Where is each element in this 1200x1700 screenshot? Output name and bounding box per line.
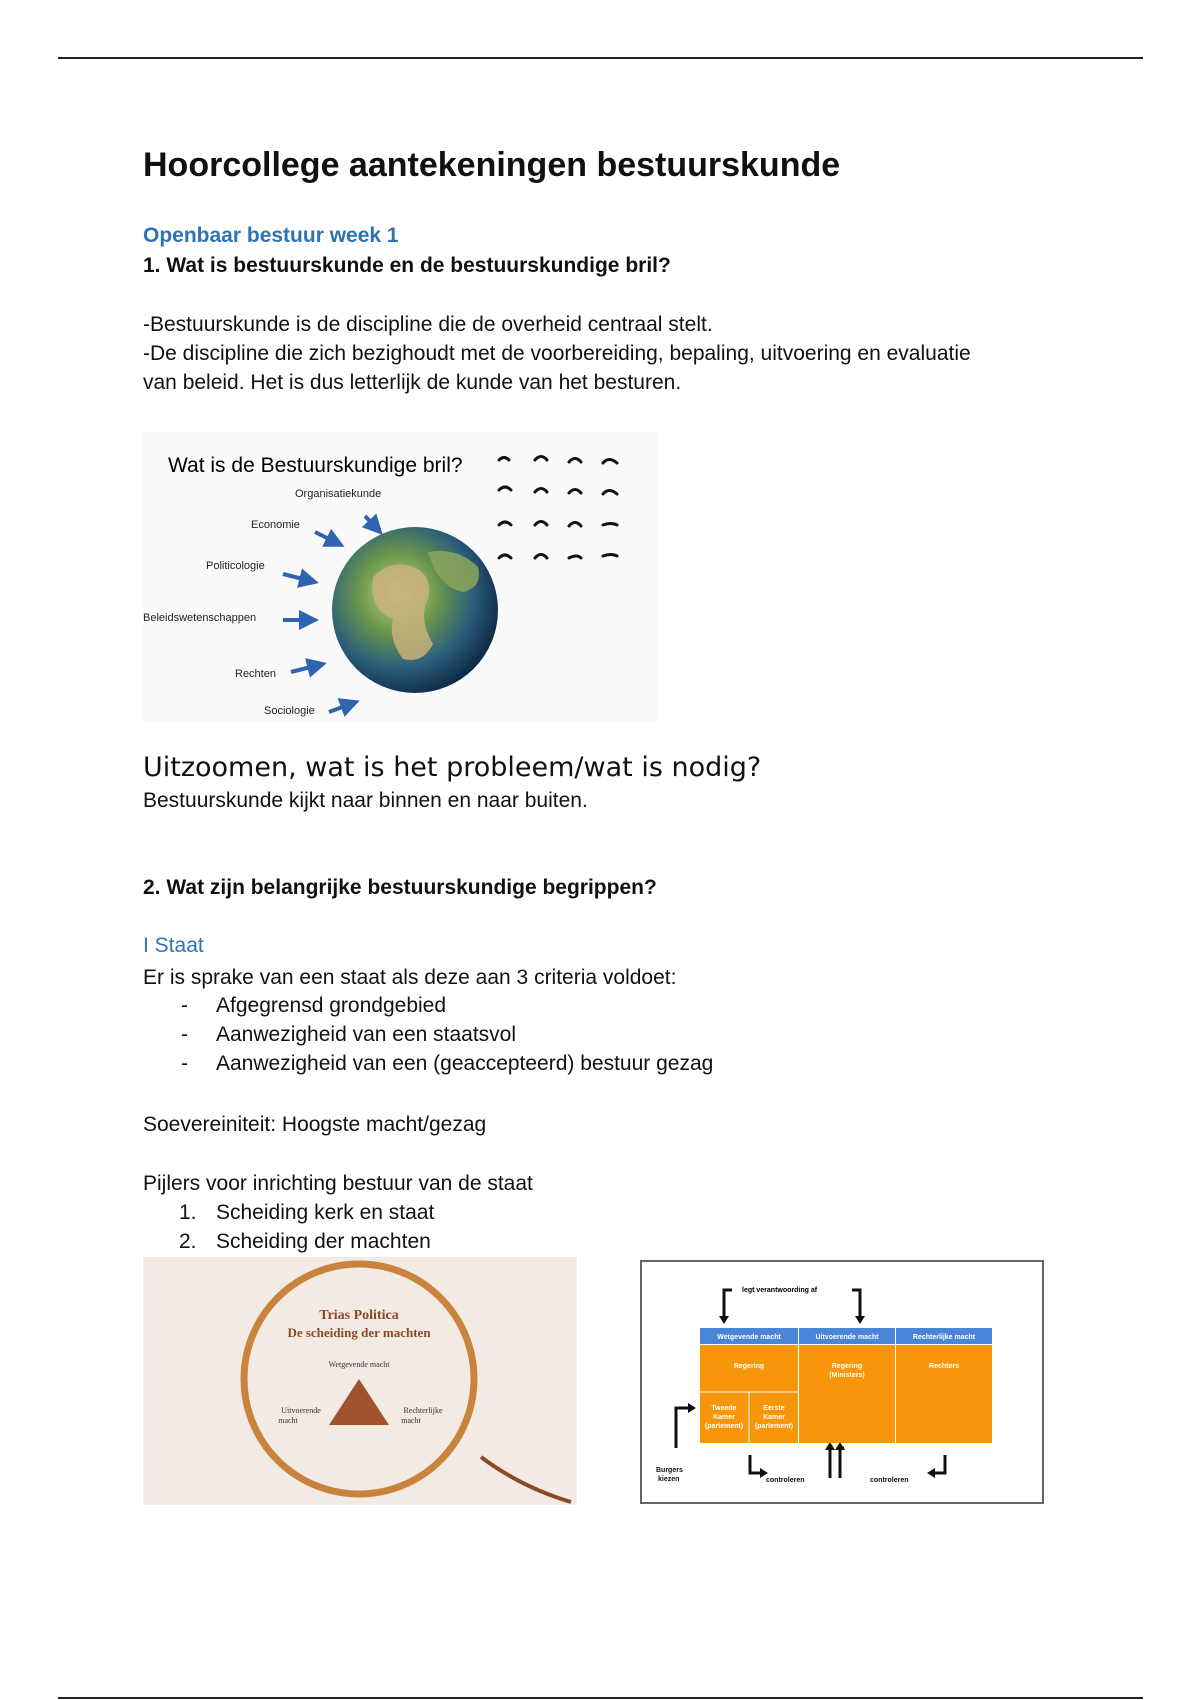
list-text: Scheiding der machten	[216, 1230, 431, 1253]
list-item: - Aanwezigheid van een (geaccepteerd) bestuur gezag	[143, 1049, 713, 1078]
label-organisatiekunde: Organisatiekunde	[295, 488, 382, 500]
paragraph-line: -De discipline die zich bezighoudt met de voorbereiding, bepaling, uitvoering en evaluatie	[143, 342, 971, 365]
bottom-rule	[58, 1697, 1143, 1699]
verantwoording-label: legt verantwoording af	[742, 1287, 818, 1294]
cell-tweede-kamer: (parlement)	[704, 1423, 744, 1430]
cell-tweede-kamer: Kamer	[713, 1414, 735, 1421]
bestuurskundige-bril-figure	[143, 432, 658, 722]
trias-politica-figure	[143, 1257, 577, 1505]
trias-subtitle: De scheiding der machten	[287, 1325, 431, 1340]
controleren-label: controleren	[870, 1477, 909, 1484]
subheading-staat: I Staat	[143, 934, 204, 957]
cell-tweede-kamer: Tweede	[711, 1405, 737, 1412]
pillars-intro: Pijlers voor inrichting bestuur van de staat	[143, 1172, 533, 1195]
label-beleidswetenschappen: Beleidswetenschappen	[143, 612, 257, 624]
label-politicologie: Politicologie	[206, 560, 265, 572]
list-number: 2.	[179, 1230, 197, 1253]
paragraph-line: van beleid. Het is dus letterlijk de kunde van het besturen.	[143, 371, 682, 394]
list-item: - Aanwezigheid van een staatsvol	[143, 1020, 713, 1049]
burgers-label: kiezen	[658, 1476, 680, 1483]
paragraph-block	[143, 310, 971, 397]
list-item	[143, 1227, 434, 1256]
question-2: 2. Wat zijn belangrijke bestuurskundige begrippen?	[143, 876, 657, 899]
cell-regering: Regering	[733, 1363, 765, 1370]
sovereignty-text: Soevereiniteit: Hoogste macht/gezag	[143, 1113, 487, 1136]
list-text: Scheiding kerk en staat	[216, 1201, 435, 1224]
header-label: Wetgevende macht	[717, 1334, 781, 1341]
label-rechten: Rechten	[235, 668, 276, 680]
list-item	[143, 1198, 434, 1227]
pillars-list	[143, 1198, 434, 1256]
cell-eerste-kamer: (parlement)	[754, 1423, 794, 1430]
list-item: - Afgegrensd grondgebied	[143, 991, 713, 1020]
bril-title: Wat is de Bestuurskundige bril?	[168, 454, 463, 477]
cell-regering-ministers: (Ministers)	[829, 1372, 865, 1379]
criteria-intro: Er is sprake van een staat als deze aan 3 criteria voldoet:	[143, 966, 677, 989]
cell-rechters: Rechters	[929, 1363, 959, 1370]
question-1: 1. Wat is bestuurskunde en de bestuurskundige bril?	[143, 254, 671, 277]
cell-regering-ministers: Regering	[831, 1363, 863, 1370]
trias-title: Trias Politica	[319, 1308, 399, 1323]
criteria-list	[143, 991, 713, 1078]
burgers-label: Burgers	[656, 1467, 683, 1474]
trias-right-label: macht	[401, 1416, 421, 1425]
cell-eerste-kamer: Eerste	[763, 1405, 785, 1412]
header-label: Rechterlijke macht	[912, 1334, 976, 1341]
controleren-label: controleren	[766, 1477, 805, 1484]
top-rule	[58, 57, 1143, 59]
label-sociologie: Sociologie	[264, 705, 315, 717]
orange-block	[700, 1345, 992, 1443]
machten-diagram	[640, 1260, 1044, 1504]
trias-top-label: Wetgevende macht	[328, 1360, 390, 1369]
zoom-text: Bestuurskunde kijkt naar binnen en naar buiten.	[143, 789, 588, 812]
trias-right-label: Rechterlijke	[403, 1406, 443, 1415]
trias-left-label: macht	[278, 1416, 298, 1425]
header-label: Uitvoerende macht	[815, 1334, 879, 1341]
zoom-heading: Uitzoomen, wat is het probleem/wat is nodig?	[143, 752, 762, 783]
cell-eerste-kamer: Kamer	[763, 1414, 785, 1421]
page-title: Hoorcollege aantekeningen bestuurskunde	[143, 146, 841, 184]
label-economie: Economie	[251, 519, 300, 531]
section-heading: Openbaar bestuur week 1	[143, 224, 399, 247]
paragraph-line: -Bestuurskunde is de discipline die de overheid centraal stelt.	[143, 313, 713, 336]
list-number: 1.	[179, 1201, 197, 1224]
trias-left-label: Uitvoerende	[281, 1406, 321, 1415]
